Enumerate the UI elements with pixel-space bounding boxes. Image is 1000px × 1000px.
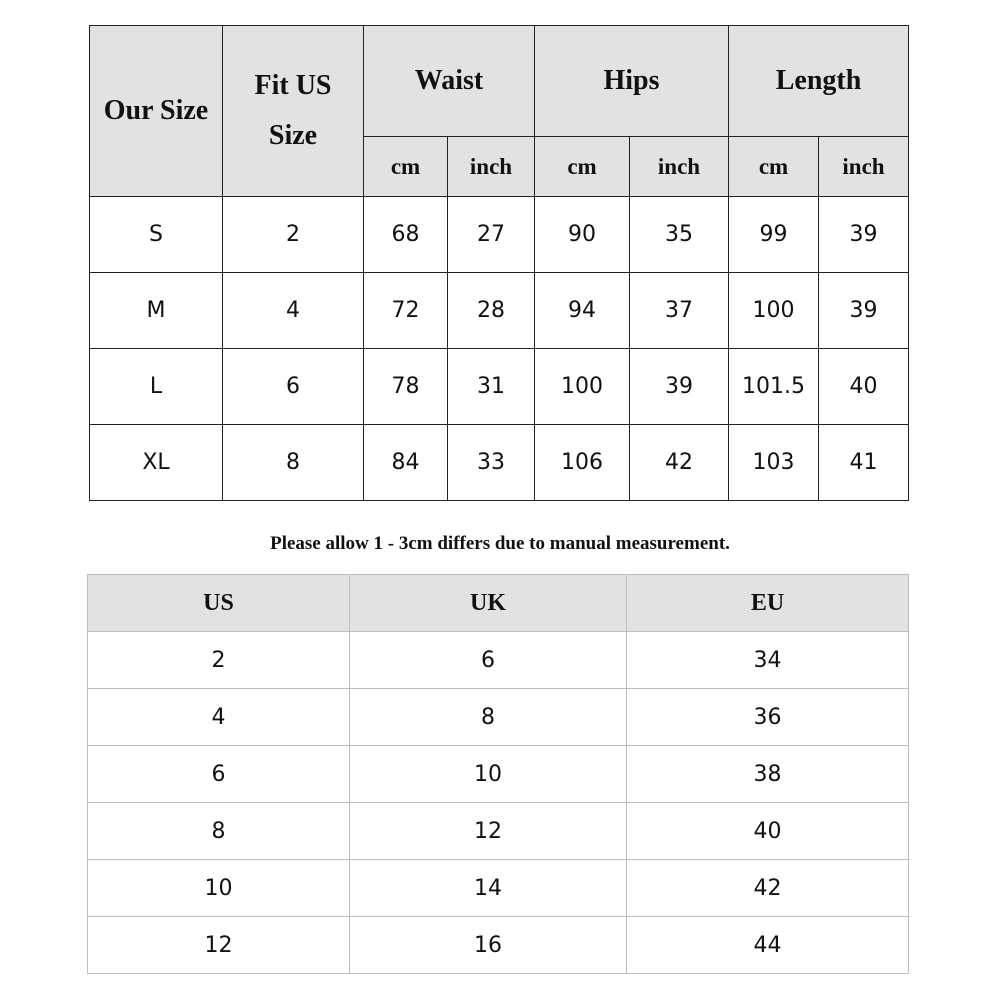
table-row <box>88 917 909 974</box>
cell-eu: 42 <box>627 860 909 917</box>
cell-length-cm: 101.5 <box>729 349 819 425</box>
cell-eu: 38 <box>627 746 909 803</box>
size-chart-header-row <box>90 26 909 137</box>
table-row <box>90 197 909 273</box>
cell-uk: 8 <box>350 689 627 746</box>
cell-length-cm: 100 <box>729 273 819 349</box>
cell-length-cm: 99 <box>729 197 819 273</box>
cell-hips-cm: 90 <box>535 197 630 273</box>
cell-us: 10 <box>88 860 350 917</box>
cell-our-size: M <box>90 273 223 349</box>
cell-waist-cm: 72 <box>364 273 448 349</box>
header-fit-us-line2: Size <box>268 120 318 151</box>
cell-eu: 44 <box>627 917 909 974</box>
size-chart-table <box>89 25 909 501</box>
header-waist-cm: cm <box>364 137 448 197</box>
cell-waist-inch: 27 <box>448 197 535 273</box>
cell-uk: 10 <box>350 746 627 803</box>
cell-us: 6 <box>88 746 350 803</box>
cell-hips-cm: 100 <box>535 349 630 425</box>
header-our-size: Our Size <box>90 26 223 197</box>
header-uk: UK <box>350 575 627 632</box>
header-hips-cm: cm <box>535 137 630 197</box>
table-row <box>90 425 909 501</box>
header-length-inch: inch <box>819 137 909 197</box>
cell-waist-cm: 78 <box>364 349 448 425</box>
table-row <box>88 689 909 746</box>
cell-uk: 14 <box>350 860 627 917</box>
header-us: US <box>88 575 350 632</box>
header-length-cm: cm <box>729 137 819 197</box>
cell-length-inch: 39 <box>819 273 909 349</box>
header-waist-inch: inch <box>448 137 535 197</box>
cell-length-inch: 40 <box>819 349 909 425</box>
cell-uk: 6 <box>350 632 627 689</box>
header-hips: Hips <box>535 26 729 137</box>
measurement-note: Please allow 1 - 3cm differs due to manual measurement. <box>270 533 730 554</box>
cell-hips-inch: 37 <box>630 273 729 349</box>
cell-waist-cm: 84 <box>364 425 448 501</box>
cell-uk: 16 <box>350 917 627 974</box>
table-row <box>88 860 909 917</box>
cell-hips-cm: 94 <box>535 273 630 349</box>
cell-our-size: L <box>90 349 223 425</box>
cell-length-inch: 41 <box>819 425 909 501</box>
header-fit-us-size <box>223 26 364 197</box>
cell-length-inch: 39 <box>819 197 909 273</box>
cell-eu: 36 <box>627 689 909 746</box>
cell-us: 12 <box>88 917 350 974</box>
header-hips-inch: inch <box>630 137 729 197</box>
conversion-header-row <box>88 575 909 632</box>
cell-eu: 34 <box>627 632 909 689</box>
cell-eu: 40 <box>627 803 909 860</box>
cell-hips-inch: 39 <box>630 349 729 425</box>
cell-fit-us: 8 <box>223 425 364 501</box>
header-fit-us-line1: Fit US <box>254 70 332 101</box>
cell-us: 8 <box>88 803 350 860</box>
cell-hips-inch: 42 <box>630 425 729 501</box>
table-row <box>88 803 909 860</box>
cell-our-size: XL <box>90 425 223 501</box>
cell-length-cm: 103 <box>729 425 819 501</box>
cell-fit-us: 2 <box>223 197 364 273</box>
table-row <box>90 273 909 349</box>
header-length: Length <box>729 26 909 137</box>
cell-fit-us: 6 <box>223 349 364 425</box>
table-row <box>88 746 909 803</box>
table-row <box>88 632 909 689</box>
header-eu: EU <box>627 575 909 632</box>
size-conversion-table <box>87 574 909 974</box>
cell-our-size: S <box>90 197 223 273</box>
cell-us: 4 <box>88 689 350 746</box>
cell-waist-inch: 31 <box>448 349 535 425</box>
cell-waist-inch: 28 <box>448 273 535 349</box>
header-waist: Waist <box>364 26 535 137</box>
table-row <box>90 349 909 425</box>
cell-waist-inch: 33 <box>448 425 535 501</box>
cell-uk: 12 <box>350 803 627 860</box>
cell-fit-us: 4 <box>223 273 364 349</box>
cell-hips-cm: 106 <box>535 425 630 501</box>
cell-waist-cm: 68 <box>364 197 448 273</box>
cell-us: 2 <box>88 632 350 689</box>
cell-hips-inch: 35 <box>630 197 729 273</box>
